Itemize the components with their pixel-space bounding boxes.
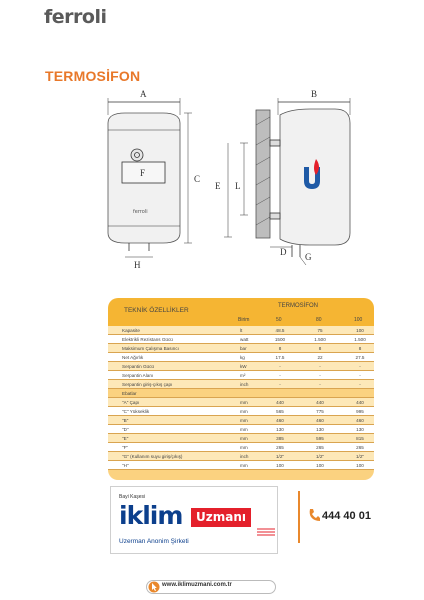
row-unit: lt [240, 327, 243, 333]
row-value-80: - [319, 381, 321, 387]
stripes-decoration-icon [257, 527, 275, 539]
table-row [108, 353, 374, 362]
page-title: TERMOSİFON [45, 68, 141, 84]
row-value-80: 1/2" [315, 453, 325, 459]
row-value-50: 1500 [274, 336, 286, 342]
row-value-50: 460 [276, 417, 284, 423]
row-unit: mm [240, 408, 248, 414]
table-row [108, 398, 374, 407]
row-label: Serpantin Gücü [122, 363, 154, 369]
row-value-50: 130 [276, 426, 284, 432]
row-label: Net Ağırlık [122, 354, 144, 360]
row-label: "E" [122, 435, 129, 441]
row-value-100: 100 [356, 462, 364, 468]
row-unit: kg [240, 354, 245, 360]
specs-rows [108, 326, 374, 470]
table-row [108, 425, 374, 434]
row-value-80: - [319, 372, 321, 378]
row-value-50: 48.5 [275, 327, 285, 333]
row-value-80: 22 [317, 354, 323, 360]
row-value-100: 130 [356, 426, 364, 432]
table-row [108, 326, 374, 335]
dim-h-label: H [134, 260, 141, 270]
table-row [108, 389, 374, 398]
row-value-80: 440 [316, 399, 324, 405]
dim-a-label: A [140, 89, 147, 99]
row-value-50: 385 [276, 435, 284, 441]
table-row [108, 452, 374, 461]
table-row [108, 461, 374, 470]
row-value-100: 1/2" [355, 453, 365, 459]
dim-l-label: L [235, 181, 241, 191]
row-unit: inch [240, 381, 249, 387]
dealer-stamp [110, 486, 278, 554]
row-value-80: 1.500 [314, 336, 326, 342]
iklim-logo-text: iklim [119, 501, 183, 530]
front-view [108, 98, 192, 257]
row-label: Kapasite [122, 327, 140, 333]
row-unit: mm [240, 462, 248, 468]
row-value-50: 440 [276, 399, 284, 405]
dim-c-label: C [194, 174, 201, 184]
row-value-80: 595 [316, 435, 324, 441]
table-row [108, 335, 374, 344]
row-label: "A" Çapı [122, 399, 140, 405]
row-value-100: 8 [358, 345, 362, 351]
row-value-100: - [359, 363, 361, 369]
row-label: "D" [122, 426, 129, 432]
row-value-50: 17.5 [275, 354, 285, 360]
model-group-label: TERMOSİFON [278, 303, 318, 309]
cursor-click-icon [148, 580, 160, 594]
row-value-50: - [279, 363, 281, 369]
website-url[interactable]: www.iklimuzmani.com.tr [162, 582, 232, 588]
row-unit: m² [240, 372, 246, 378]
row-value-100: 995 [356, 408, 364, 414]
row-label: "B" [122, 417, 129, 423]
col-header-80: 80 [316, 317, 322, 323]
row-label: Elektrikli Rezistans Gücü [122, 336, 173, 342]
unit-header: Birim [238, 317, 250, 323]
row-unit: mm [240, 426, 248, 432]
row-value-50: - [279, 381, 281, 387]
footer-divider [298, 491, 300, 543]
table-title: TEKNİK ÖZELLİKLER [124, 307, 189, 314]
row-unit: inch [240, 453, 249, 459]
row-value-100: 100 [356, 327, 364, 333]
row-unit: mm [240, 435, 248, 441]
row-value-50: 265 [276, 444, 284, 450]
uzmani-logo-badge: Uzmanı [191, 508, 251, 527]
row-unit: mm [240, 399, 248, 405]
col-header-50: 50 [276, 317, 282, 323]
row-value-100: 815 [356, 435, 364, 441]
table-row [108, 407, 374, 416]
dim-e-label: E [215, 181, 221, 191]
row-label: Serpantin Alanı [122, 372, 154, 378]
table-row [108, 344, 374, 353]
side-view [224, 98, 350, 265]
phone-icon [308, 508, 320, 522]
row-value-100: 460 [356, 417, 364, 423]
row-unit: bar [240, 345, 247, 351]
row-unit: mm [240, 417, 248, 423]
specs-table [108, 298, 374, 480]
table-row [108, 434, 374, 443]
table-row [108, 371, 374, 380]
row-value-50: 100 [276, 462, 284, 468]
dim-f-label: F [140, 168, 146, 178]
dim-g-label: G [305, 252, 312, 262]
row-value-80: 460 [316, 417, 324, 423]
row-value-100: 1.500 [354, 336, 366, 342]
row-unit: kW [240, 363, 247, 369]
row-value-100: 265 [356, 444, 364, 450]
col-header-100: 100 [354, 317, 363, 323]
row-value-80: - [319, 363, 321, 369]
phone-number: 444 40 01 [322, 510, 371, 522]
row-value-100: 440 [356, 399, 364, 405]
table-row [108, 380, 374, 389]
row-label: "C" Yükseklik [122, 408, 150, 414]
row-value-80: 8 [318, 345, 322, 351]
ferroli-logo: ferroli [44, 6, 107, 28]
dim-b-label: B [311, 89, 318, 99]
row-value-50: 1/2" [275, 453, 285, 459]
row-value-80: 75 [317, 327, 323, 333]
row-value-100: 27.5 [355, 354, 365, 360]
company-name: Uzerman Anonim Şirketi [119, 538, 189, 545]
row-value-80: 130 [316, 426, 324, 432]
row-label: Serpantin giriş-çıkış çapı [122, 381, 173, 387]
table-row [108, 443, 374, 452]
row-value-80: 775 [316, 408, 324, 414]
row-value-80: 265 [316, 444, 324, 450]
row-unit: mm [240, 444, 248, 450]
row-label: Ebatlar [122, 390, 137, 396]
row-value-50: 565 [276, 408, 284, 414]
dealer-label: Bayi Kaşesi [119, 494, 146, 500]
row-value-100: - [359, 381, 361, 387]
dim-d-label: D [280, 247, 287, 257]
table-row [108, 362, 374, 371]
row-value-80: 100 [316, 462, 324, 468]
tank-brand-text: ferroli [133, 209, 148, 215]
row-unit: watt [240, 336, 249, 342]
row-value-50: - [279, 372, 281, 378]
row-value-50: 8 [278, 345, 282, 351]
row-label: Maksimum Çalışma Basıncı [122, 345, 179, 351]
row-label: "G" (Kullanım suyu giriş/çıkış) [122, 453, 183, 459]
row-label: "F" [122, 444, 129, 450]
row-label: "H" [122, 462, 129, 468]
table-row [108, 416, 374, 425]
specs-table-header [108, 298, 374, 326]
row-value-100: - [359, 372, 361, 378]
technical-drawing [0, 85, 424, 280]
